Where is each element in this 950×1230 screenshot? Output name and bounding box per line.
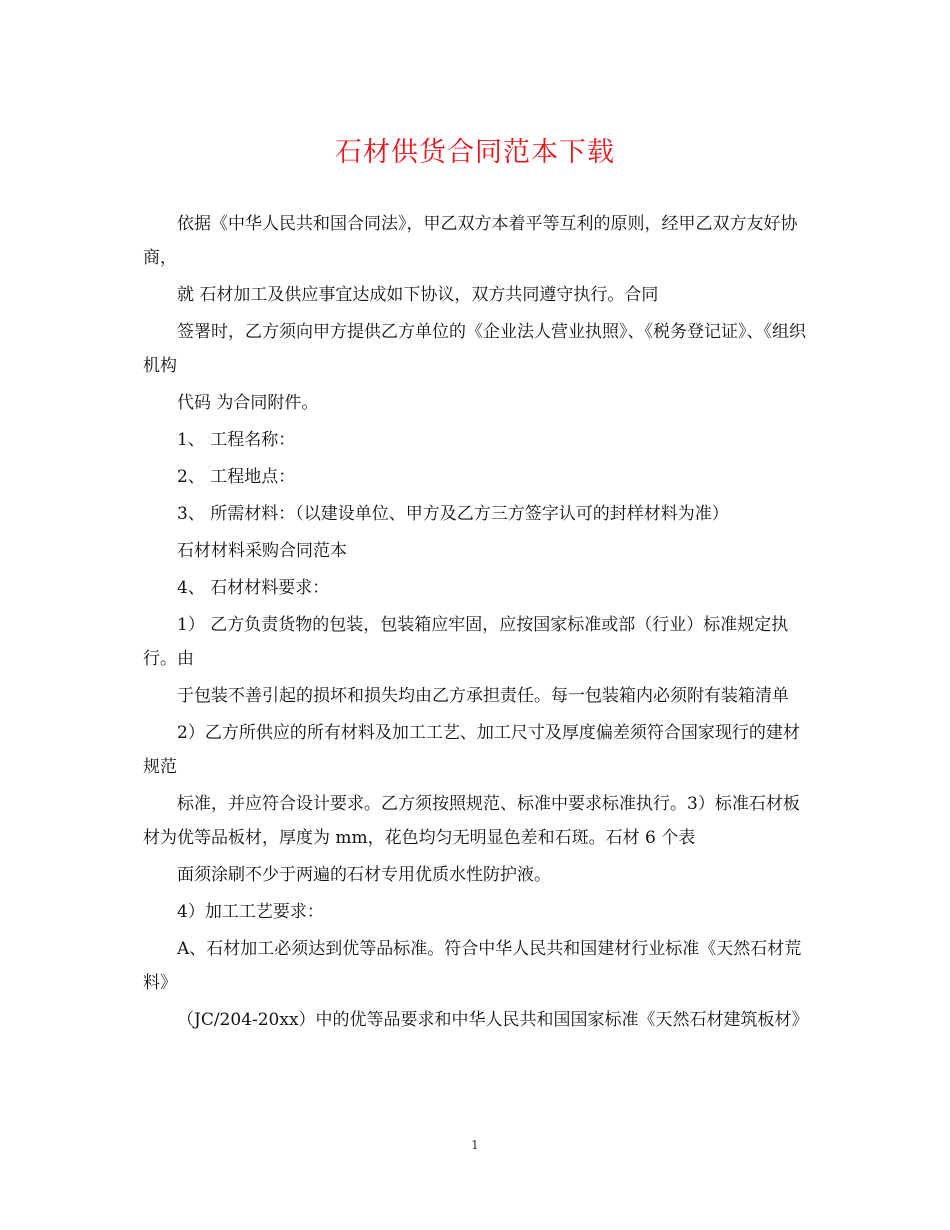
document-body: [143, 207, 813, 1040]
paragraph: 石材材料采购合同范本: [177, 541, 347, 561]
paragraph: 面须涂刷不少于两遍的石材专用优质水性防护液。: [177, 865, 551, 885]
paragraph: 1、 工程名称：: [177, 430, 296, 450]
paragraph: 1） 乙方负责货物的包装，包装箱应牢固，应按国家标准或部（行业）标准规定执行。由: [143, 615, 789, 669]
paragraph: 标准，并应符合设计要求。乙方须按照规范、标准中要求标准执行。3）标准石材板材为优等品板材，厚度为 mm，花色均匀无明显色差和石斑。石材 6 个表: [143, 794, 800, 848]
paragraph: 代码 为合同附件。: [177, 393, 319, 413]
paragraph: 于包装不善引起的损坏和损失均由乙方承担责任。每一包装箱内必须附有装箱清单: [177, 686, 789, 706]
paragraph: A、石材加工必须达到优等品标准。符合中华人民共和国建材行业标准《天然石材荒料》: [143, 939, 802, 993]
paragraph: 依据《中华人民共和国合同法》，甲乙双方本着平等互利的原则，经甲乙双方友好协商，: [143, 214, 798, 268]
paragraph: 4）加工工艺要求：: [177, 902, 324, 922]
paragraph: 3、 所需材料：（以建设单位、甲方及乙方三方签字认可的封样材料为准）: [177, 504, 729, 524]
paragraph: 4、 石材材料要求：: [177, 578, 330, 598]
paragraph: （JC/204-20xx）中的优等品要求和中华人民共和国国家标准《天然石材建筑板材》: [177, 1010, 809, 1030]
paragraph: 就 石材加工及供应事宜达成如下协议，双方共同遵守执行。合同: [177, 285, 659, 305]
page-number: 1: [471, 1138, 479, 1152]
paragraph: 2、 工程地点：: [177, 467, 296, 487]
paragraph: 签署时，乙方须向甲方提供乙方单位的《企业法人营业执照》、《税务登记证》、《组织机构: [143, 322, 806, 376]
paragraph: 2）乙方所供应的所有材料及加工工艺、加工尺寸及厚度偏差须符合国家现行的建材规范: [143, 723, 800, 777]
document-title: 石材供货合同范本下载: [335, 137, 615, 168]
